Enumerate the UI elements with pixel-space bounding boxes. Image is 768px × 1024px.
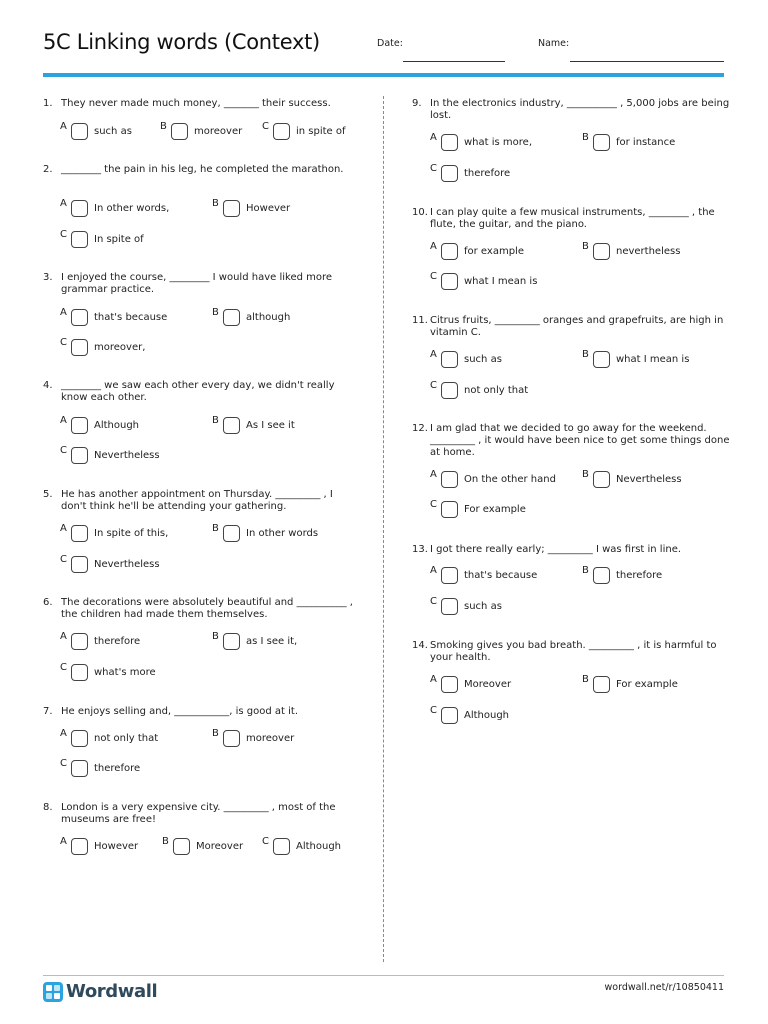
question-text: I am glad that we decided to go away for the weekend. _________ , it would have been nice to get some things done at home. xyxy=(430,423,730,458)
checkbox-icon[interactable] xyxy=(593,471,610,488)
wordwall-logo-icon xyxy=(43,982,63,1002)
question-number: 7. xyxy=(43,706,53,717)
option-letter: C xyxy=(60,554,67,565)
option-label: what's more xyxy=(94,667,156,678)
name-label: Name: xyxy=(538,38,570,49)
option-label: although xyxy=(246,312,291,323)
checkbox-icon[interactable] xyxy=(593,676,610,693)
checkbox-icon[interactable] xyxy=(71,730,88,747)
option-label: what I mean is xyxy=(464,276,538,287)
option-label: Although xyxy=(94,420,140,431)
option-label: In spite of xyxy=(94,234,144,245)
option-letter: A xyxy=(60,836,67,847)
option-letter: A xyxy=(430,565,437,576)
page-title: 5C Linking words (Context) xyxy=(43,30,320,54)
question-number: 2. xyxy=(43,164,53,175)
question-number: 3. xyxy=(43,272,53,283)
question-number: 1. xyxy=(43,98,53,109)
option-label: not only that xyxy=(94,733,159,744)
checkbox-icon[interactable] xyxy=(71,417,88,434)
option-label: nevertheless xyxy=(616,246,681,257)
option-letter: C xyxy=(430,705,437,716)
checkbox-icon[interactable] xyxy=(441,165,458,182)
option-letter: C xyxy=(60,758,67,769)
checkbox-icon[interactable] xyxy=(173,838,190,855)
option-label: However xyxy=(246,203,291,214)
checkbox-icon[interactable] xyxy=(71,664,88,681)
option-label: that's because xyxy=(464,570,538,581)
checkbox-icon[interactable] xyxy=(441,707,458,724)
option-letter: B xyxy=(212,631,219,642)
checkbox-icon[interactable] xyxy=(223,200,240,217)
checkbox-icon[interactable] xyxy=(273,838,290,855)
date-label: Date: xyxy=(377,38,403,49)
option-label: Although xyxy=(296,841,342,852)
option-letter: C xyxy=(60,662,67,673)
option-letter: A xyxy=(430,469,437,480)
checkbox-icon[interactable] xyxy=(441,501,458,518)
option-letter: B xyxy=(582,349,589,360)
option-label: For example xyxy=(464,504,526,515)
column-divider xyxy=(383,96,384,962)
footer-url[interactable]: wordwall.net/r/10850411 xyxy=(604,982,724,993)
checkbox-icon[interactable] xyxy=(593,351,610,368)
option-label: not only that xyxy=(464,385,529,396)
option-label: In spite of this, xyxy=(94,528,169,539)
question-number: 8. xyxy=(43,802,53,813)
footer-divider xyxy=(43,975,724,976)
option-letter: B xyxy=(160,121,167,132)
checkbox-icon[interactable] xyxy=(71,231,88,248)
question-text: ________ the pain in his leg, he completed the marathon. xyxy=(61,164,344,175)
option-letter: B xyxy=(582,132,589,143)
option-label: In other words xyxy=(246,528,319,539)
option-label: Nevertheless xyxy=(94,450,160,461)
question-text: London is a very expensive city. _________ , most of the museums are free! xyxy=(61,802,336,825)
checkbox-icon[interactable] xyxy=(71,556,88,573)
option-letter: C xyxy=(60,445,67,456)
checkbox-icon[interactable] xyxy=(71,525,88,542)
checkbox-icon[interactable] xyxy=(441,598,458,615)
option-letter: C xyxy=(60,337,67,348)
checkbox-icon[interactable] xyxy=(223,309,240,326)
question-text: I got there really early; _________ I was first in line. xyxy=(430,544,682,555)
option-letter: B xyxy=(212,523,219,534)
option-letter: B xyxy=(582,241,589,252)
option-label: therefore xyxy=(94,763,141,774)
question-text: Smoking gives you bad breath. _________ , it is harmful to your health. xyxy=(430,640,717,663)
option-letter: C xyxy=(262,121,269,132)
option-letter: A xyxy=(60,631,67,642)
option-letter: A xyxy=(60,307,67,318)
checkbox-icon[interactable] xyxy=(223,730,240,747)
option-letter: C xyxy=(430,380,437,391)
checkbox-icon[interactable] xyxy=(71,447,88,464)
question-text: He has another appointment on Thursday. _________ , I don't think he'll be attending your gathering. xyxy=(61,489,333,512)
option-letter: A xyxy=(430,674,437,685)
checkbox-icon[interactable] xyxy=(441,676,458,693)
option-label: such as xyxy=(94,126,132,137)
option-label: what I mean is xyxy=(616,354,690,365)
option-label: therefore xyxy=(464,168,511,179)
option-label: As I see it xyxy=(246,420,295,431)
checkbox-icon[interactable] xyxy=(441,567,458,584)
checkbox-icon[interactable] xyxy=(71,339,88,356)
option-letter: B xyxy=(212,728,219,739)
option-label: On the other hand xyxy=(464,474,556,485)
question-text: The decorations were absolutely beautiful and __________ , the children had made them themselves. xyxy=(61,597,353,620)
option-letter: A xyxy=(60,523,67,534)
option-letter: C xyxy=(60,229,67,240)
option-letter: A xyxy=(430,132,437,143)
question-number: 11. xyxy=(412,315,428,326)
question-number: 13. xyxy=(412,544,428,555)
option-letter: B xyxy=(582,674,589,685)
question-number: 14. xyxy=(412,640,428,651)
checkbox-icon[interactable] xyxy=(593,567,610,584)
option-letter: B xyxy=(212,415,219,426)
option-letter: C xyxy=(430,271,437,282)
checkbox-icon[interactable] xyxy=(223,417,240,434)
checkbox-icon[interactable] xyxy=(593,243,610,260)
checkbox-icon[interactable] xyxy=(171,123,188,140)
option-label: Nevertheless xyxy=(616,474,682,485)
date-field[interactable] xyxy=(403,61,505,62)
question-text: In the electronics industry, __________ , 5,000 jobs are being lost. xyxy=(430,98,730,121)
option-letter: B xyxy=(582,469,589,480)
option-label: for instance xyxy=(616,137,676,148)
option-letter: A xyxy=(430,349,437,360)
checkbox-icon[interactable] xyxy=(593,134,610,151)
question-number: 9. xyxy=(412,98,422,109)
checkbox-icon[interactable] xyxy=(441,134,458,151)
checkbox-icon[interactable] xyxy=(71,200,88,217)
checkbox-icon[interactable] xyxy=(71,838,88,855)
checkbox-icon[interactable] xyxy=(441,382,458,399)
checkbox-icon[interactable] xyxy=(71,123,88,140)
option-label: therefore xyxy=(616,570,663,581)
option-label: However xyxy=(94,841,139,852)
option-letter: A xyxy=(60,121,67,132)
option-label: For example xyxy=(616,679,678,690)
option-letter: B xyxy=(212,307,219,318)
question-number: 6. xyxy=(43,597,53,608)
option-label: moreover, xyxy=(94,342,146,353)
checkbox-icon[interactable] xyxy=(71,309,88,326)
option-label: such as xyxy=(464,354,502,365)
option-letter: A xyxy=(60,198,67,209)
option-letter: B xyxy=(162,836,169,847)
name-field[interactable] xyxy=(570,61,724,62)
option-label: therefore xyxy=(94,636,141,647)
question-text: He enjoys selling and, ___________, is good at it. xyxy=(61,706,299,717)
option-label: moreover xyxy=(246,733,295,744)
checkbox-icon[interactable] xyxy=(223,633,240,650)
question-number: 10. xyxy=(412,207,428,218)
brand-name: Wordwall xyxy=(66,981,158,1002)
option-label: in spite of xyxy=(296,126,346,137)
option-label: as I see it, xyxy=(246,636,298,647)
checkbox-icon[interactable] xyxy=(441,243,458,260)
option-letter: B xyxy=(212,198,219,209)
option-label: what is more, xyxy=(464,137,532,148)
option-letter: C xyxy=(430,499,437,510)
option-letter: C xyxy=(430,163,437,174)
question-text: ________ we saw each other every day, we didn't really know each other. xyxy=(61,380,335,403)
option-label: In other words, xyxy=(94,203,170,214)
option-letter: A xyxy=(60,415,67,426)
option-letter: A xyxy=(60,728,67,739)
option-label: Moreover xyxy=(196,841,244,852)
question-number: 5. xyxy=(43,489,53,500)
option-label: Although xyxy=(464,710,510,721)
checkbox-icon[interactable] xyxy=(223,525,240,542)
option-label: Moreover xyxy=(464,679,512,690)
checkbox-icon[interactable] xyxy=(441,471,458,488)
question-number: 12. xyxy=(412,423,428,434)
option-letter: B xyxy=(582,565,589,576)
checkbox-icon[interactable] xyxy=(273,123,290,140)
option-label: moreover xyxy=(194,126,243,137)
question-text: Citrus fruits, _________ oranges and grapefruits, are high in vitamin C. xyxy=(430,315,724,338)
checkbox-icon[interactable] xyxy=(71,760,88,777)
header-accent-rule xyxy=(43,73,724,77)
option-label: that's because xyxy=(94,312,168,323)
question-text: They never made much money, _______ their success. xyxy=(61,98,331,109)
question-text: I can play quite a few musical instruments, ________ , the flute, the guitar, and the piano. xyxy=(430,207,715,230)
option-letter: C xyxy=(262,836,269,847)
checkbox-icon[interactable] xyxy=(441,351,458,368)
checkbox-icon[interactable] xyxy=(441,273,458,290)
option-label: such as xyxy=(464,601,502,612)
option-letter: A xyxy=(430,241,437,252)
option-label: for example xyxy=(464,246,524,257)
question-text: I enjoyed the course, ________ I would have liked more grammar practice. xyxy=(61,272,333,295)
question-number: 4. xyxy=(43,380,53,391)
checkbox-icon[interactable] xyxy=(71,633,88,650)
option-label: Nevertheless xyxy=(94,559,160,570)
option-letter: C xyxy=(430,596,437,607)
